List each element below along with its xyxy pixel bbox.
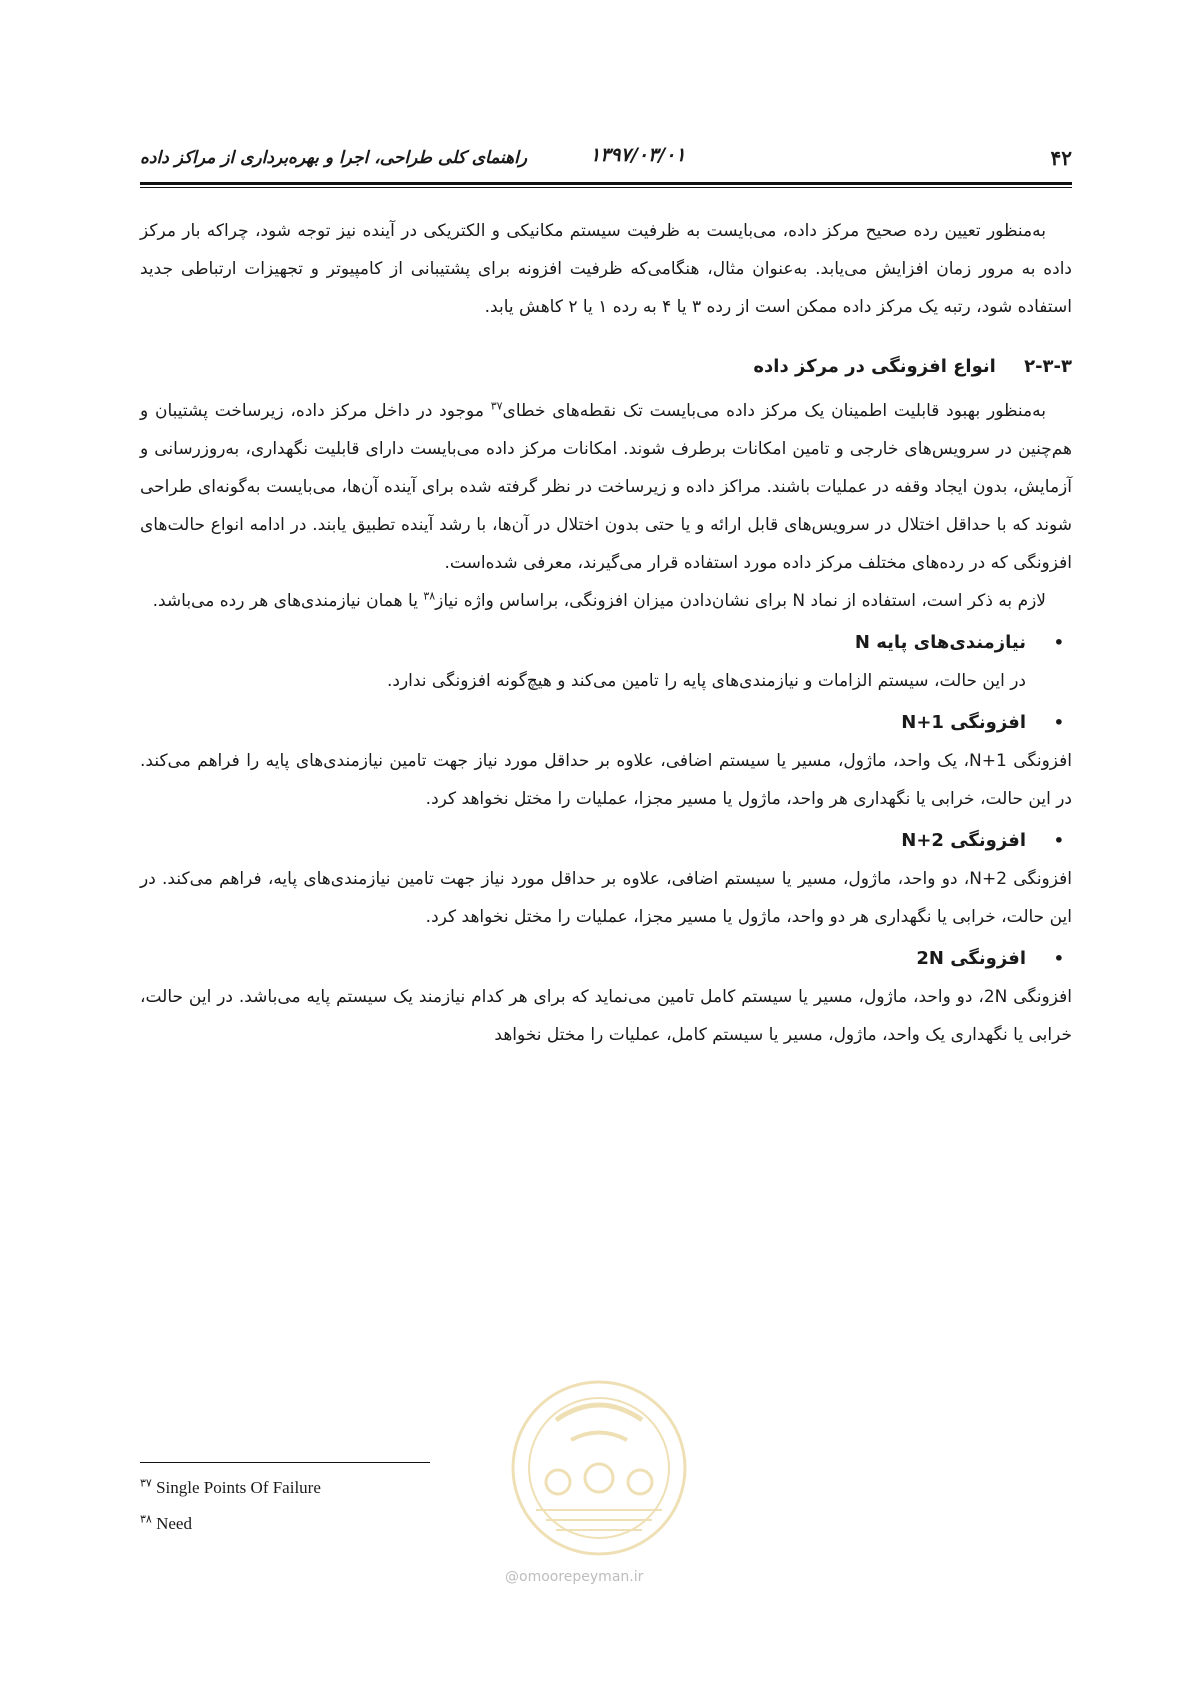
bullet-icon: • — [1053, 831, 1064, 850]
bullet-icon: • — [1053, 713, 1064, 732]
bullet-title-n1: • افزونگی N+1 — [140, 704, 1072, 742]
footnote-ref-38[interactable]: ۳۸ — [423, 589, 436, 603]
bullet-title-2n: • افزونگی 2N — [140, 940, 1072, 978]
footnote-ref-37[interactable]: ۳۷ — [490, 399, 503, 413]
paragraph-3-end: یا همان نیازمندی‌های هر رده می‌باشد. — [152, 591, 424, 611]
paragraph-1: به‌منظور تعیین رده صحیح مرکز داده، می‌بایست به ظرفیت سیستم مکانیکی و الکتریکی در آینده نیز توجه شود، چراکه بار مرکز داده به مرور زمان افزایش می‌یابد. به‌عنوان مثال، هنگامی‌که ظرفیت افزونه برای پشتیبانی از کامپیوتر و تجهیزات ارتباطی جدید استفاده شود، رتبه یک مرکز داده ممکن است از رده ۳ یا ۴ به رده ۱ یا ۲ کاهش یابد. — [140, 221, 1072, 317]
footnote-38: $^{۳۸}$ Need — [140, 1513, 192, 1533]
paragraph-2 — [140, 392, 1072, 582]
bullet-icon: • — [1053, 633, 1064, 652]
page-number: ۴۲ — [1050, 146, 1072, 170]
bullet-text-n2: افزونگی N+2، دو واحد، ماژول، مسیر یا سیستم اضافی، علاوه بر حداقل مورد نیاز جهت تامین نیازمندی‌های پایه، فراهم می‌کند. در این حالت، خرابی یا نگهداری هر دو واحد، ماژول یا مسیر مجزا، عملیات را مختل نخواهد کرد. — [140, 869, 1072, 927]
bullet-text-n1: افزونگی N+1، یک واحد، ماژول، مسیر یا سیستم اضافی، علاوه بر حداقل مورد نیاز جهت تامین نیازمندی‌های پایه را فراهم می‌کند. در این حالت، خرابی یا نگهداری هر واحد، ماژول یا مسیر مجزا، عملیات را مختل نخواهد کرد. — [140, 751, 1073, 809]
document-body — [140, 212, 1072, 1054]
bullet-text-base: در این حالت، سیستم الزامات و نیازمندی‌های پایه را تامین می‌کند و هیچ‌گونه افزونگی ندارد. — [386, 671, 1026, 691]
paragraph-3 — [140, 582, 1072, 620]
footnote-rule — [140, 1462, 430, 1463]
page-header — [140, 138, 1072, 178]
section-heading — [140, 348, 1072, 386]
paragraph-3-start: لازم به ذکر است، استفاده از نماد N برای نشان‌دادن میزان افزونگی، براساس واژه نیاز — [435, 591, 1046, 611]
footnote-37: $^{۳۷}$ Single Points Of Failure — [140, 1477, 321, 1497]
bullet-icon: • — [1053, 949, 1064, 968]
bullet-title-n2: • افزونگی N+2 — [140, 822, 1072, 860]
paragraph-2-end: موجود در داخل مرکز داده، زیرساخت پشتیبان و هم‌چنین در سرویس‌های خارجی و تامین امکانات برطرف شوند. امکانات مرکز داده می‌بایست دارای قابلیت نگهداری، به‌روزرسانی و آزمایش، بدون ایجاد وقفه در عملیات باشند. مراکز داده و زیرساخت در نظر گرفته شده برای آینده آن‌ها، می‌بایست به‌گونه‌ای طراحی شوند که با حداقل اختلال در سرویس‌های قابل ارائه و یا حتی بدون اختلال در آن‌ها، با رشد آینده تطبیق یابند. در ادامه انواع حالت‌های افزونگی که در رده‌های مختلف مرکز داده مورد استفاده قرار می‌گیرند، معرفی شده‌است. — [140, 401, 1072, 573]
header-rule-thin — [140, 187, 1072, 188]
paragraph-2-start: به‌منظور بهبود قابلیت اطمینان یک مرکز داده می‌بایست تک نقطه‌های خطای — [502, 401, 1047, 421]
section-title: انواع افزونگی در مرکز داده — [753, 356, 996, 377]
section-number: ۲-۳-۳ — [1024, 356, 1072, 377]
watermark-site: @omoorepeyman.ir — [505, 1569, 644, 1585]
header-rule-thick — [140, 182, 1072, 185]
bullet-text-2n: افزونگی 2N، دو واحد، ماژول، مسیر یا سیستم کامل تامین می‌نماید که برای هر کدام نیازمند یک سیستم پایه می‌باشد. در این حالت، خرابی یا نگهداری یک واحد، ماژول، مسیر یا سیستم کامل، عملیات را مختل نخواهد — [140, 987, 1072, 1045]
bullet-title-base: • نیازمندی‌های پایه N — [140, 624, 1072, 662]
seal-icon — [496, 1370, 702, 1560]
header-title: راهنمای کلی طراحی، اجرا و بهره‌برداری از مراکز داده — [140, 148, 528, 168]
header-date: ۱۳۹۷/۰۳/۰۱ — [590, 144, 686, 166]
